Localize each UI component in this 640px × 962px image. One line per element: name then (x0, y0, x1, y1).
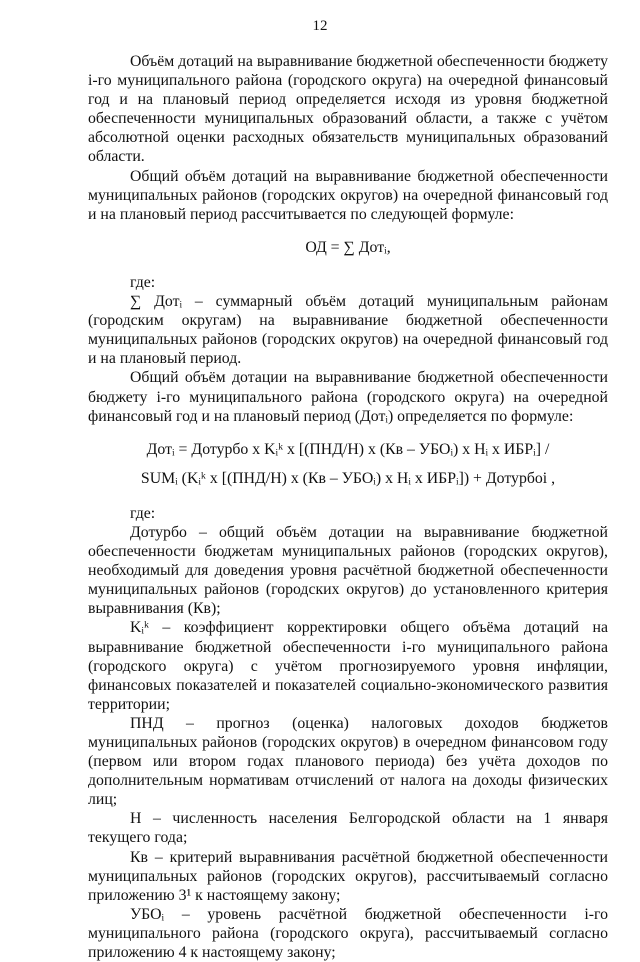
definition-sum-dot: ∑ Дотᵢ – суммарный объём дотаций муниципальным районам (городским округам) на выравнивание бюджетной обеспеченности муниципальных районов (городских округов) на очередной финансовый год и на плановый период. (88, 293, 608, 368)
definition-dot-urbo: Дотурбо – общий объём дотации на выравнивание бюджетной обеспеченности бюджетам муниципальных районов (городских округов), необходимый для доведения уровня расчётной бюджетной обеспеченности муниципальных районов (городских округов) до установленного критерия выравнивания (Кв); (88, 523, 608, 618)
formula-total-subsidy: ОД = ∑ Дотᵢ, (305, 238, 391, 256)
where-label-1: где: (130, 273, 156, 291)
where-label-2: где: (130, 504, 156, 522)
definition-n: Н – численность населения Белгородской области на 1 января текущего года; (88, 810, 608, 847)
definition-ubo: УБОᵢ – уровень расчётной бюджетной обеспеченности i-го муниципального района (городского округа), рассчитываемый согласно приложению 4 к настоящему закону; (88, 905, 608, 962)
definition-pnd: ПНД – прогноз (оценка) налоговых доходов бюджетов муниципальных районов (городских округов) в очередном финансовом году (первом или втором годах планового периода) без учёта доходов по дополнительным нормативам отчислений от налога на доходы физических лиц; (88, 714, 608, 809)
definition-kv: Кв – критерий выравнивания расчётной бюджетной обеспеченности муниципальных районов (городских округов), рассчитываемый согласно приложению 3¹ к настоящему закону; (88, 848, 608, 904)
paragraph-1: Объём дотаций на выравнивание бюджетной обеспеченности бюджету i-го муниципального района (городского округа) на очередной финансовый год и на плановый период определяется исходя из уровня бюджетной обеспеченности муниципальных образований области, а также с учётом абсолютной оценки расходных обязательств муниципальных образований области. (88, 53, 608, 166)
formula-dot-line-2: SUMᵢ (Kᵢᵏ х [(ПНД/Н) х (Кв – УБОᵢ) х Hᵢ х ИБРᵢ]) + Дотурбоi , (140, 469, 556, 487)
page-number: 12 (312, 18, 328, 34)
paragraph-3: Общий объём дотации на выравнивание бюджетной обеспеченности бюджету i-го муниципального района (городского округа) на очередной финансовый год и на плановый период (Дотᵢ) определяется по формуле: (88, 369, 608, 425)
definition-k-coefficient: Kᵢᵏ – коэффициент корректировки общего объёма дотаций на выравнивание бюджетной обеспеченности i-го муниципального района (городского округа) с учётом прогнозируемого уровня инфляции, финансовых показателей и показателей социально-экономического развития территории; (88, 619, 608, 713)
document-body (88, 52, 608, 962)
formula-dot-line-1: Дотᵢ = Дотурбо х Kᵢᵏ х [(ПНД/Н) х (Кв – УБОᵢ) х Hᵢ х ИБРᵢ] / (146, 440, 550, 458)
paragraph-2: Общий объём дотаций на выравнивание бюджетной обеспеченности муниципальных районов (городских округов) на очередной финансовый год и на плановый период рассчитывается по следующей формуле: (88, 167, 608, 223)
